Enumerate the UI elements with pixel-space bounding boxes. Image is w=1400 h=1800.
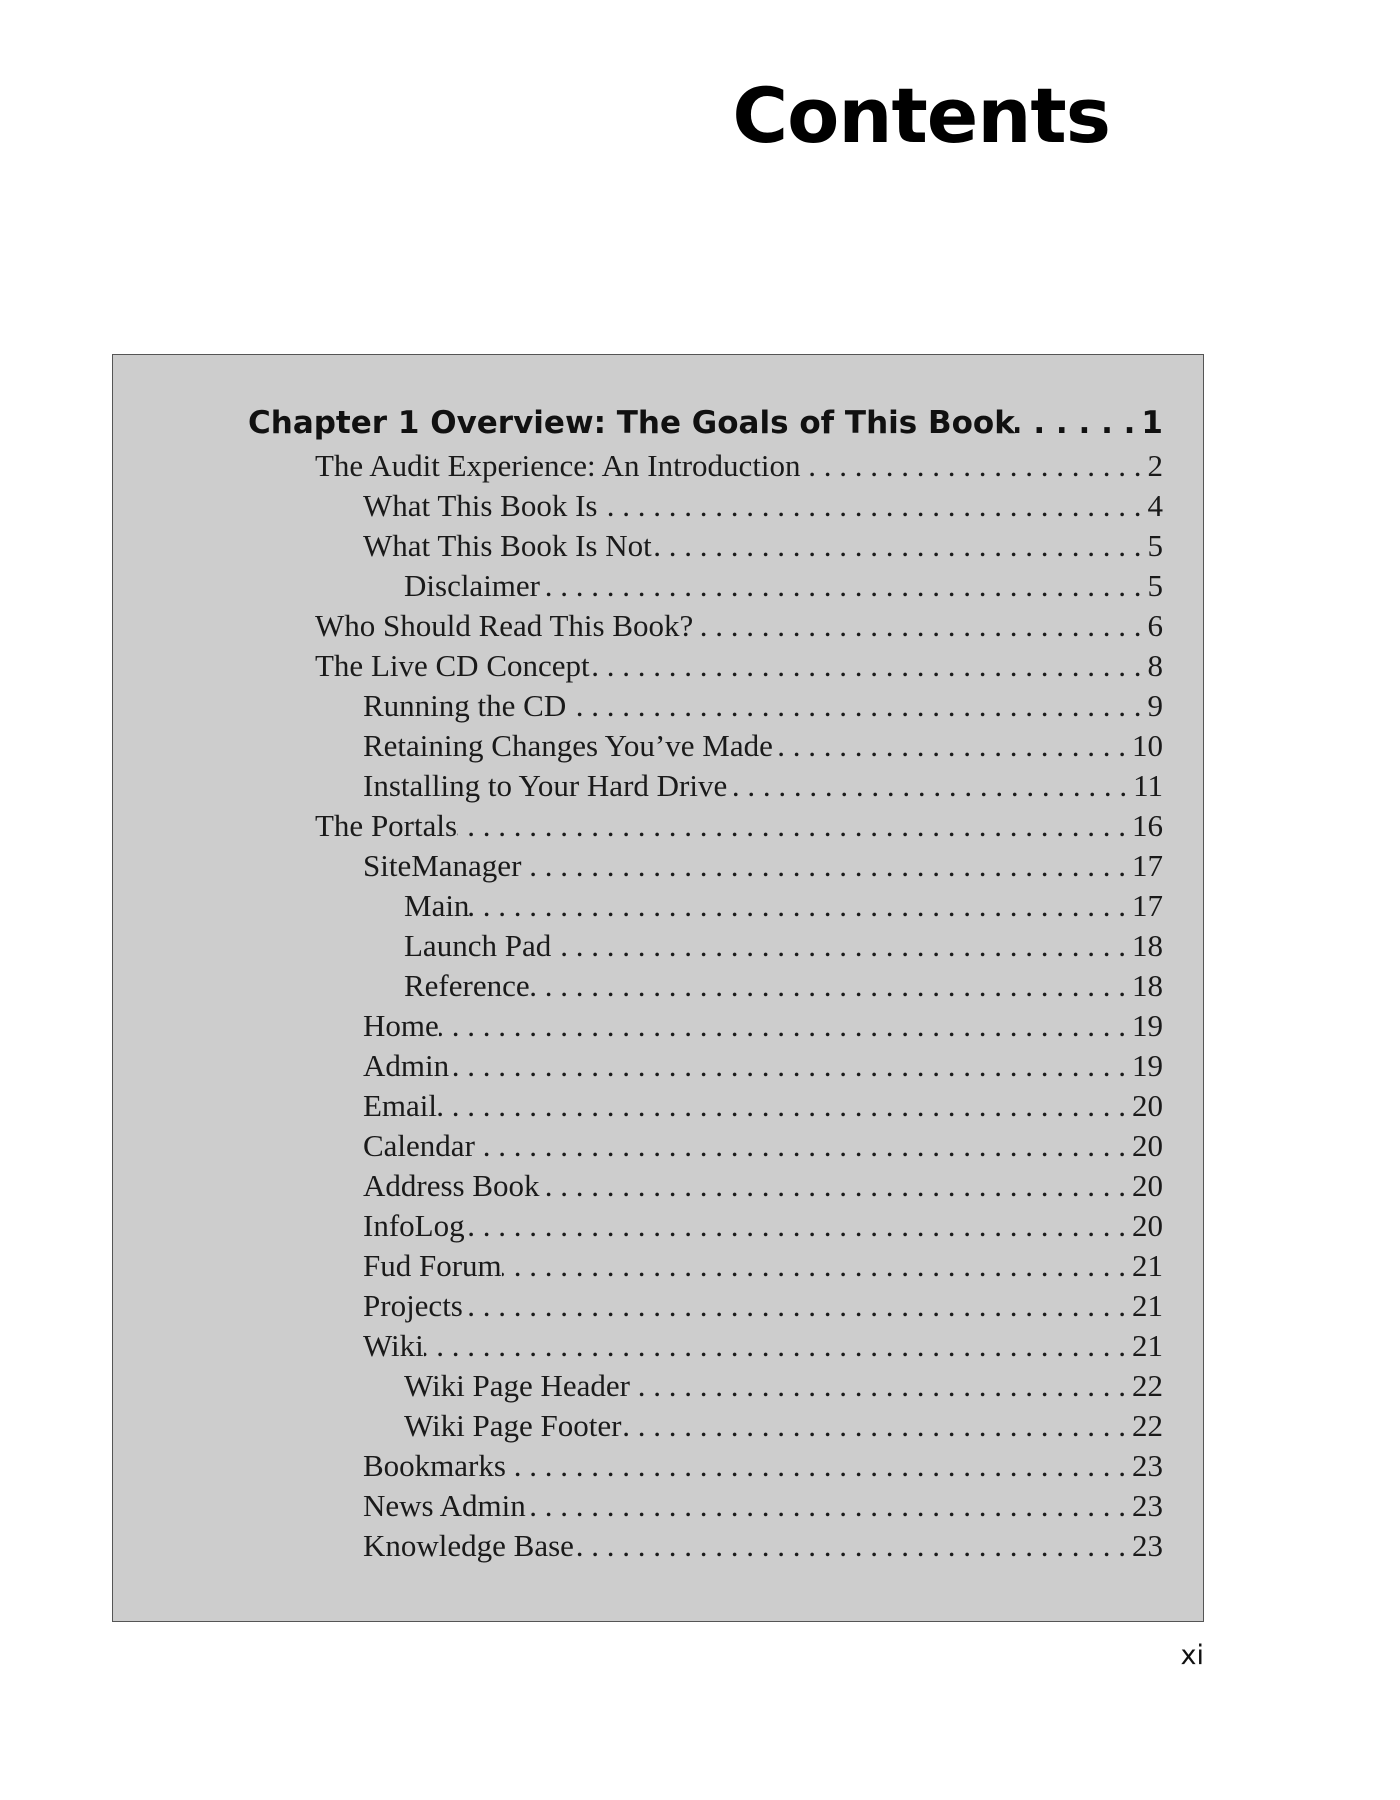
toc-entry-label: Email bbox=[363, 1088, 438, 1123]
toc-entry-label: Home bbox=[363, 1008, 439, 1043]
toc-entry-page: 8 bbox=[1147, 648, 1163, 683]
toc-chapter-label: Chapter 1 Overview: The Goals of This Book bbox=[248, 405, 1015, 441]
toc-entry-label: Installing to Your Hard Drive bbox=[363, 768, 728, 803]
toc-entry-page: 20 bbox=[1132, 1168, 1163, 1203]
toc-leader bbox=[1015, 405, 1142, 441]
toc-entry-label: Address Book bbox=[363, 1168, 540, 1203]
toc-entry-label: Knowledge Base bbox=[363, 1528, 574, 1563]
toc-entry[interactable] bbox=[404, 968, 1163, 1008]
toc-entry-label: Main bbox=[404, 888, 470, 923]
toc-entry-page: 18 bbox=[1132, 928, 1163, 963]
toc-leader bbox=[439, 1008, 1132, 1044]
toc-chapter-heading[interactable] bbox=[248, 405, 1163, 449]
toc-leader bbox=[437, 1088, 1132, 1124]
toc-leader bbox=[574, 1528, 1132, 1564]
toc-entry-page: 23 bbox=[1132, 1488, 1163, 1523]
toc-leader bbox=[463, 1288, 1132, 1324]
toc-entry-label: The Live CD Concept bbox=[315, 648, 590, 683]
toc-leader bbox=[540, 1168, 1132, 1204]
toc-entry-page: 21 bbox=[1132, 1328, 1163, 1363]
toc-entry[interactable] bbox=[363, 1328, 1163, 1368]
toc-entry-label: Wiki Page Header bbox=[404, 1368, 630, 1403]
toc-leader bbox=[465, 1208, 1132, 1244]
toc-entry-page: 11 bbox=[1133, 768, 1163, 803]
toc-entry-page: 17 bbox=[1132, 848, 1163, 883]
toc-leader bbox=[530, 968, 1132, 1004]
toc-entry[interactable] bbox=[363, 848, 1163, 888]
page-title: Contents bbox=[732, 71, 1110, 160]
toc-entry-page: 23 bbox=[1132, 1448, 1163, 1483]
toc-entry[interactable] bbox=[363, 1088, 1163, 1128]
toc-entry[interactable] bbox=[363, 1488, 1163, 1528]
toc-entry-page: 9 bbox=[1147, 688, 1163, 723]
toc-entry-label: Admin bbox=[363, 1048, 450, 1083]
toc-entry[interactable] bbox=[363, 1168, 1163, 1208]
toc-entry-label: The Audit Experience: An Introduction bbox=[315, 448, 801, 483]
toc-leader bbox=[773, 728, 1132, 764]
toc-entry-page: 10 bbox=[1132, 728, 1163, 763]
toc-entry-label: What This Book Is bbox=[363, 488, 598, 523]
toc-entry-page: 6 bbox=[1147, 608, 1163, 643]
toc-entry-label: Launch Pad bbox=[404, 928, 552, 963]
toc-entry[interactable] bbox=[315, 448, 1163, 488]
toc-entry[interactable] bbox=[404, 568, 1163, 608]
toc-entry-label: Fud Forum bbox=[363, 1248, 502, 1283]
toc-leader bbox=[475, 1128, 1132, 1164]
toc-leader bbox=[652, 528, 1148, 564]
toc-leader bbox=[506, 1448, 1132, 1484]
toc-leader bbox=[449, 1048, 1132, 1084]
toc-chapter-page: 1 bbox=[1141, 405, 1163, 441]
toc-entry[interactable] bbox=[363, 528, 1163, 568]
toc-entry-page: 5 bbox=[1147, 528, 1163, 563]
toc-entry[interactable] bbox=[315, 808, 1163, 848]
toc-entry-label: Retaining Changes You’ve Made bbox=[363, 728, 773, 763]
toc-box bbox=[112, 354, 1204, 1622]
toc-entry[interactable] bbox=[315, 608, 1163, 648]
toc-leader bbox=[693, 608, 1147, 644]
toc-leader bbox=[621, 1408, 1132, 1444]
toc-entry-page: 17 bbox=[1132, 888, 1163, 923]
toc-entry-label: InfoLog bbox=[363, 1208, 465, 1243]
toc-entry[interactable] bbox=[315, 648, 1163, 688]
toc-leader bbox=[630, 1368, 1132, 1404]
toc-leader bbox=[469, 888, 1132, 924]
toc-entry[interactable] bbox=[363, 1248, 1163, 1288]
toc-entry-page: 2 bbox=[1147, 448, 1163, 483]
toc-entry-page: 5 bbox=[1147, 568, 1163, 603]
toc-entry-label: Disclaimer bbox=[404, 568, 541, 603]
page-number: xi bbox=[1180, 1640, 1204, 1671]
toc-entry[interactable] bbox=[363, 768, 1163, 808]
toc-leader bbox=[526, 1488, 1132, 1524]
toc-entry[interactable] bbox=[363, 1048, 1163, 1088]
toc-entry-page: 16 bbox=[1132, 808, 1163, 843]
toc-leader bbox=[551, 928, 1132, 964]
toc-entry-label: Bookmarks bbox=[363, 1448, 506, 1483]
toc-leader bbox=[502, 1248, 1132, 1284]
toc-entry[interactable] bbox=[363, 488, 1163, 528]
toc-entry-page: 22 bbox=[1132, 1408, 1163, 1443]
toc-entry[interactable] bbox=[363, 1448, 1163, 1488]
toc-entry-page: 21 bbox=[1132, 1288, 1163, 1323]
toc-leader bbox=[540, 568, 1147, 604]
toc-entry[interactable] bbox=[363, 1288, 1163, 1328]
toc-leader bbox=[598, 488, 1148, 524]
toc-leader bbox=[521, 848, 1132, 884]
toc-entry[interactable] bbox=[404, 928, 1163, 968]
toc-entry-label: Who Should Read This Book? bbox=[315, 608, 694, 643]
toc-entry-label: What This Book Is Not bbox=[363, 528, 652, 563]
toc-leader bbox=[590, 648, 1148, 684]
toc-leader bbox=[457, 808, 1132, 844]
toc-entry-label: The Portals bbox=[315, 808, 458, 843]
toc-entry[interactable] bbox=[404, 1408, 1163, 1448]
toc-entry-label: Reference bbox=[404, 968, 530, 1003]
toc-entry-label: Wiki bbox=[363, 1328, 424, 1363]
toc-entry[interactable] bbox=[363, 688, 1163, 728]
toc-entry-page: 20 bbox=[1132, 1128, 1163, 1163]
toc-entry-page: 23 bbox=[1132, 1528, 1163, 1563]
toc-leader bbox=[727, 768, 1133, 804]
toc-entry-label: Running the CD bbox=[363, 688, 567, 723]
toc-entry[interactable] bbox=[404, 888, 1163, 928]
toc-entry-page: 20 bbox=[1132, 1208, 1163, 1243]
toc-entry-page: 22 bbox=[1132, 1368, 1163, 1403]
toc-leader bbox=[801, 448, 1148, 484]
toc-entry[interactable] bbox=[363, 1128, 1163, 1168]
toc-entry-page: 18 bbox=[1132, 968, 1163, 1003]
toc-entry-page: 21 bbox=[1132, 1248, 1163, 1283]
toc-entry-page: 19 bbox=[1132, 1008, 1163, 1043]
toc-entry[interactable] bbox=[363, 1528, 1163, 1568]
toc-entry-page: 20 bbox=[1132, 1088, 1163, 1123]
toc-entry-page: 4 bbox=[1147, 488, 1163, 523]
toc-entry[interactable] bbox=[363, 1208, 1163, 1248]
toc-entry-label: Calendar bbox=[363, 1128, 475, 1163]
toc-entry-label: News Admin bbox=[363, 1488, 526, 1523]
toc-entry[interactable] bbox=[363, 1008, 1163, 1048]
toc-leader bbox=[424, 1328, 1132, 1364]
toc-entry-label: SiteManager bbox=[363, 848, 522, 883]
toc-entry[interactable] bbox=[404, 1368, 1163, 1408]
toc-entry-page: 19 bbox=[1132, 1048, 1163, 1083]
toc-leader bbox=[566, 688, 1147, 724]
toc-entry-label: Wiki Page Footer bbox=[404, 1408, 622, 1443]
toc-entry[interactable] bbox=[363, 728, 1163, 768]
toc-entry-label: Projects bbox=[363, 1288, 463, 1323]
